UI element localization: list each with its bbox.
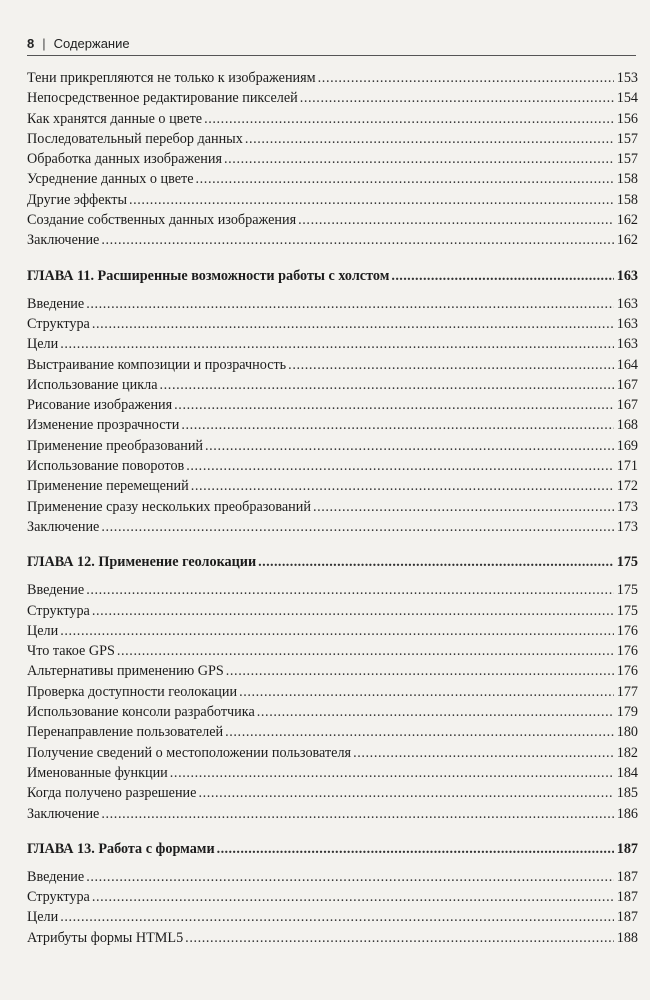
toc-entry [27,149,638,169]
table-of-contents [27,68,638,948]
toc-entry-page: 154 [616,90,638,107]
dot-leader [353,743,614,763]
toc-entry-page: 163 [616,295,638,312]
toc-entry-title: Проверка доступности геолокации [27,683,238,700]
toc-entry [27,783,638,803]
toc-entry [27,436,638,456]
dot-leader [117,641,614,661]
dot-leader [313,497,614,517]
dot-leader [185,928,614,948]
toc-entry-title: Введение [27,868,85,885]
toc-entry-title: Обработка данных изображения [27,151,223,168]
toc-entry-title: Структура [27,602,90,619]
dot-leader [60,334,614,354]
toc-entry-page: 176 [616,663,638,680]
toc-entry-title: Применение сразу нескольких преобразований [27,498,311,515]
toc-entry-page: 163 [616,315,638,332]
toc-entry [27,456,638,476]
dot-leader [181,415,614,435]
toc-entry-page: 177 [616,683,638,700]
toc-entry [27,88,638,108]
dot-leader [196,169,615,189]
toc-entry-title: Перенаправление пользователей [27,724,224,741]
dot-leader [239,682,614,702]
toc-entry-page: 186 [616,805,638,822]
dot-leader [204,109,614,129]
toc-entry-title: Использование поворотов [27,458,185,475]
chapter-heading-title: ГЛАВА 13. Работа с формами [27,840,215,857]
toc-entry-page: 164 [616,356,638,373]
page-number: 8 [27,36,35,51]
chapter-heading-page: 163 [616,267,638,284]
chapter-heading [27,551,638,573]
toc-entry-page: 173 [616,498,638,515]
toc-entry [27,169,638,189]
toc-entry [27,641,638,661]
toc-entry-title: Получение сведений о местоположении пользователя [27,744,352,761]
toc-entry [27,580,638,600]
dot-leader [129,190,614,210]
toc-entry-page: 180 [616,724,638,741]
dot-leader [60,907,614,927]
toc-entry [27,230,638,250]
toc-entry-page: 167 [616,397,638,414]
dot-leader [288,355,614,375]
dot-leader [300,88,614,108]
toc-entry-title: Применение преобразований [27,437,204,454]
dot-leader [198,783,614,803]
toc-entry-title: Заключение [27,805,100,822]
toc-entry-title: Введение [27,295,85,312]
toc-entry-title: Другие эффекты [27,191,127,208]
toc-entry [27,722,638,742]
dot-leader [226,661,614,681]
toc-entry-page: 162 [616,212,638,229]
toc-entry-title: Непосредственное редактирование пикселей [27,90,298,107]
header-rule [27,55,636,56]
dot-leader [86,294,614,314]
dot-leader [391,265,614,287]
toc-entry [27,887,638,907]
dot-leader [92,887,614,907]
toc-entry [27,621,638,641]
toc-entry [27,190,638,210]
toc-entry [27,129,638,149]
toc-entry-page: 175 [616,602,638,619]
toc-entry-title: Выстраивание композиции и прозрачность [27,356,287,373]
toc-entry [27,517,638,537]
toc-entry [27,743,638,763]
toc-entry [27,907,638,927]
toc-entry-page: 187 [616,909,638,926]
toc-entry [27,375,638,395]
toc-entry-page: 172 [616,478,638,495]
chapter-heading-title: ГЛАВА 12. Применение геолокации [27,554,257,571]
toc-entry-page: 156 [616,110,638,127]
dot-leader [318,68,614,88]
toc-entry-title: Что такое GPS [27,643,115,660]
toc-entry-title: Усреднение данных о цвете [27,171,194,188]
toc-entry-page: 158 [616,191,638,208]
dot-leader [160,375,615,395]
dot-leader [217,838,614,860]
toc-entry [27,68,638,88]
toc-entry-title: Тени прикрепляются не только к изображениям [27,70,316,86]
toc-entry-page: 153 [616,70,638,86]
toc-entry [27,109,638,129]
chapter-heading-page: 175 [616,554,638,571]
toc-entry [27,476,638,496]
toc-entry [27,682,638,702]
dot-leader [224,149,614,169]
toc-entry-page: 167 [616,376,638,393]
toc-intro-section [27,68,638,251]
toc-entry-page: 169 [616,437,638,454]
toc-entry [27,415,638,435]
dot-leader [191,476,614,496]
toc-entry-title: Использование консоли разработчика [27,704,255,721]
toc-entry [27,497,638,517]
toc-entry [27,867,638,887]
toc-entry [27,210,638,230]
toc-entry-page: 188 [616,929,638,946]
chapter-section [27,265,638,538]
toc-entry-page: 176 [616,622,638,639]
toc-entry-title: Цели [27,336,59,353]
toc-entry [27,355,638,375]
toc-entry-title: Как хранятся данные о цвете [27,110,203,127]
running-head-title: Содержание [53,36,130,51]
dot-leader [101,230,614,250]
toc-entry [27,804,638,824]
toc-entry-title: Именованные функции [27,764,168,781]
chapter-heading [27,265,638,287]
toc-entry [27,702,638,722]
toc-entry-title: Введение [27,582,85,599]
toc-chapters [27,265,638,948]
toc-entry-title: Цели [27,909,59,926]
toc-entry-title: Заключение [27,518,100,535]
toc-entry-title: Когда получено разрешение [27,785,197,802]
toc-entry-title: Альтернативы применению GPS [27,663,224,680]
chapter-section [27,838,638,948]
toc-entry-title: Заключение [27,232,100,249]
toc-entry-page: 179 [616,704,638,721]
toc-entry-title: Структура [27,889,90,906]
chapter-heading [27,838,638,860]
dot-leader [225,722,614,742]
toc-entry [27,928,638,948]
toc-entry-title: Применение перемещений [27,478,189,495]
toc-entry-page: 187 [616,889,638,906]
toc-entry-page: 187 [616,868,638,885]
chapter-heading-title: ГЛАВА 11. Расширенные возможности работы с холстом [27,267,390,284]
dot-leader [170,763,614,783]
toc-entry-page: 173 [616,518,638,535]
toc-entry [27,334,638,354]
dot-leader [86,867,614,887]
dot-leader [92,601,614,621]
dot-leader [174,395,614,415]
dot-leader [186,456,614,476]
toc-entry-page: 175 [616,582,638,599]
toc-entry [27,314,638,334]
toc-entry-page: 171 [616,458,638,475]
toc-entry-page: 168 [616,417,638,434]
toc-entry [27,661,638,681]
dot-leader [257,702,614,722]
toc-entry-page: 185 [616,785,638,802]
dot-leader [298,210,614,230]
toc-entry-page: 182 [616,744,638,761]
chapter-section [27,551,638,824]
toc-entry [27,294,638,314]
dot-leader [86,580,614,600]
toc-entry-page: 158 [616,171,638,188]
dot-leader [258,551,614,573]
toc-entry-page: 157 [616,151,638,168]
dot-leader [60,621,614,641]
toc-entry-page: 157 [616,130,638,147]
toc-entry [27,395,638,415]
dot-leader [101,517,614,537]
toc-entry-title: Рисование изображения [27,397,173,414]
toc-entry [27,601,638,621]
toc-entry-title: Последовательный перебор данных [27,130,243,147]
toc-entry-title: Цели [27,622,59,639]
toc-entry-page: 163 [616,336,638,353]
toc-entry [27,763,638,783]
toc-entry-title: Структура [27,315,90,332]
toc-entry-title: Атрибуты формы HTML5 [27,929,184,946]
toc-entry-title: Изменение прозрачности [27,417,180,434]
chapter-heading-page: 187 [616,840,638,857]
toc-entry-title: Использование цикла [27,376,158,393]
toc-entry-page: 176 [616,643,638,660]
toc-entry-title: Создание собственных данных изображения [27,212,297,229]
running-head [27,36,130,51]
toc-entry-page: 162 [616,232,638,249]
toc-entry-page: 184 [616,764,638,781]
dot-leader [245,129,614,149]
dot-leader [101,804,614,824]
dot-leader [205,436,614,456]
header-separator: | [42,36,46,51]
dot-leader [92,314,614,334]
